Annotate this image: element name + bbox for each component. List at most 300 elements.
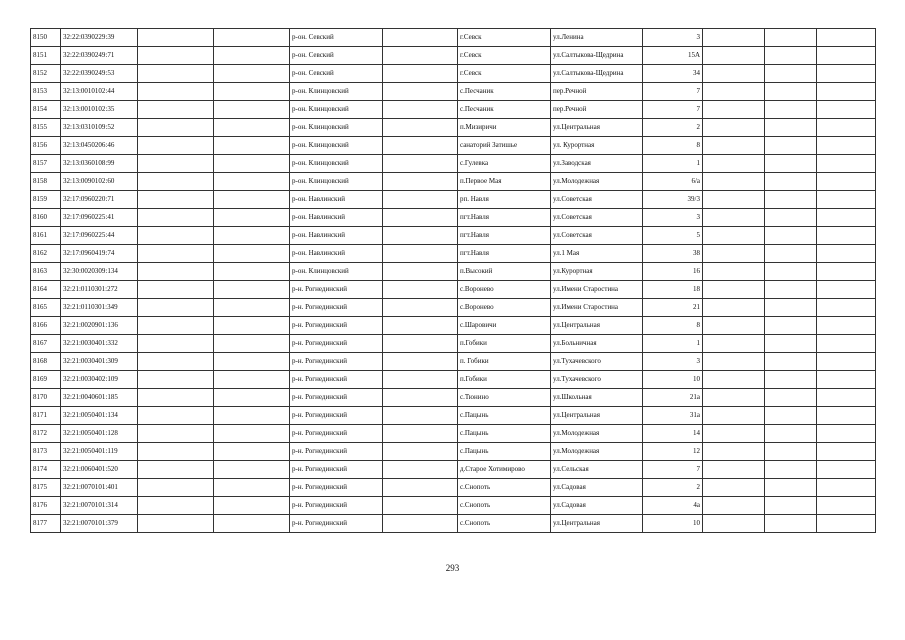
cell-empty [214, 101, 290, 119]
cell-locality: п.Гобики [458, 335, 551, 353]
cell-house: 21 [643, 299, 703, 317]
cell-empty [765, 101, 817, 119]
cell-empty [817, 209, 876, 227]
cell-locality: п.Первое Мая [458, 173, 551, 191]
cell-district: р-н. Рогнединский [290, 461, 383, 479]
cell-n: 8161 [31, 227, 61, 245]
table-row [31, 245, 876, 263]
cell-empty [765, 83, 817, 101]
table-row [31, 29, 876, 47]
cell-empty [765, 371, 817, 389]
cell-cad: 32:21:0040601:185 [61, 389, 138, 407]
cell-street: ул.Имени Старостина [551, 299, 643, 317]
cell-empty [138, 29, 214, 47]
cell-n: 8158 [31, 173, 61, 191]
table-row [31, 281, 876, 299]
table-row [31, 137, 876, 155]
cell-district: р-н. Рогнединский [290, 281, 383, 299]
cell-empty [138, 155, 214, 173]
cell-street: ул. Курортная [551, 137, 643, 155]
cell-empty [765, 425, 817, 443]
cell-empty [765, 137, 817, 155]
cell-empty [765, 227, 817, 245]
table-row [31, 227, 876, 245]
cell-empty [817, 371, 876, 389]
cell-locality: с.Тюнино [458, 389, 551, 407]
cell-district: р-н. Рогнединский [290, 443, 383, 461]
cell-empty [817, 137, 876, 155]
cell-locality: г.Севск [458, 65, 551, 83]
cell-street: ул.1 Мая [551, 245, 643, 263]
cell-empty [703, 425, 765, 443]
cell-n: 8175 [31, 479, 61, 497]
cell-street: ул.Имени Старостина [551, 281, 643, 299]
cell-empty [214, 479, 290, 497]
cell-empty [703, 317, 765, 335]
cell-empty [765, 263, 817, 281]
cell-empty [383, 191, 458, 209]
cell-cad: 32:13:0450206:46 [61, 137, 138, 155]
cell-empty [817, 173, 876, 191]
cell-empty [214, 371, 290, 389]
cell-empty [214, 191, 290, 209]
table-row [31, 371, 876, 389]
cell-empty [703, 353, 765, 371]
cell-house: 7 [643, 83, 703, 101]
cell-cad: 32:21:0070101:379 [61, 515, 138, 533]
cell-empty [214, 47, 290, 65]
cell-house: 7 [643, 461, 703, 479]
cell-empty [703, 83, 765, 101]
cell-empty [817, 191, 876, 209]
cell-empty [703, 155, 765, 173]
cell-empty [765, 209, 817, 227]
cell-street: ул.Советская [551, 209, 643, 227]
cell-n: 8154 [31, 101, 61, 119]
table-row [31, 173, 876, 191]
cell-cad: 32:21:0110301:349 [61, 299, 138, 317]
cell-empty [765, 29, 817, 47]
cell-cad: 32:13:0360108:99 [61, 155, 138, 173]
cell-empty [765, 407, 817, 425]
cell-empty [383, 119, 458, 137]
table-row [31, 443, 876, 461]
cell-n: 8153 [31, 83, 61, 101]
cell-street: ул.Салтыкова-Щедрина [551, 65, 643, 83]
cell-empty [138, 245, 214, 263]
cell-empty [214, 209, 290, 227]
cell-empty [214, 497, 290, 515]
cell-empty [765, 65, 817, 83]
cell-empty [383, 101, 458, 119]
cell-empty [138, 137, 214, 155]
table-row [31, 353, 876, 371]
cell-empty [817, 281, 876, 299]
cell-empty [383, 65, 458, 83]
cell-empty [703, 173, 765, 191]
table-row [31, 407, 876, 425]
cell-locality: п. Гобики [458, 353, 551, 371]
cell-empty [703, 461, 765, 479]
cell-locality: пгт.Навля [458, 245, 551, 263]
cell-district: р-он. Клинцовский [290, 173, 383, 191]
cell-empty [817, 461, 876, 479]
cell-n: 8171 [31, 407, 61, 425]
cell-n: 8177 [31, 515, 61, 533]
cell-empty [138, 65, 214, 83]
cell-district: р-он. Севский [290, 47, 383, 65]
cell-district: р-он. Клинцовский [290, 101, 383, 119]
cell-cad: 32:21:0070101:314 [61, 497, 138, 515]
cell-empty [138, 299, 214, 317]
cell-house: 8 [643, 317, 703, 335]
cell-empty [383, 299, 458, 317]
cell-locality: г.Севск [458, 47, 551, 65]
cell-district: р-н. Рогнединский [290, 497, 383, 515]
cell-empty [765, 515, 817, 533]
cell-empty [214, 83, 290, 101]
cell-district: р-н. Рогнединский [290, 425, 383, 443]
registry-table [30, 28, 876, 533]
cell-empty [138, 227, 214, 245]
cell-empty [383, 317, 458, 335]
table-row [31, 209, 876, 227]
cell-n: 8151 [31, 47, 61, 65]
cell-empty [138, 479, 214, 497]
cell-empty [214, 407, 290, 425]
cell-empty [383, 47, 458, 65]
cell-empty [138, 461, 214, 479]
cell-district: р-н. Рогнединский [290, 353, 383, 371]
cell-empty [383, 173, 458, 191]
cell-locality: п.Высокий [458, 263, 551, 281]
cell-empty [138, 173, 214, 191]
cell-n: 8166 [31, 317, 61, 335]
cell-street: ул.Центральная [551, 119, 643, 137]
cell-empty [765, 245, 817, 263]
cell-house: 1 [643, 335, 703, 353]
cell-empty [214, 281, 290, 299]
cell-cad: 32:21:0050401:128 [61, 425, 138, 443]
cell-empty [138, 407, 214, 425]
cell-empty [383, 425, 458, 443]
cell-street: ул.Молодежная [551, 443, 643, 461]
cell-empty [214, 299, 290, 317]
table-row [31, 101, 876, 119]
cell-cad: 32:13:0010102:44 [61, 83, 138, 101]
cell-empty [383, 407, 458, 425]
cell-empty [703, 209, 765, 227]
cell-empty [703, 227, 765, 245]
cell-empty [817, 425, 876, 443]
cell-house: 6/а [643, 173, 703, 191]
cell-empty [214, 137, 290, 155]
cell-cad: 32:21:0070101:401 [61, 479, 138, 497]
cell-street: ул.Тухачевского [551, 371, 643, 389]
cell-house: 2 [643, 119, 703, 137]
cell-empty [138, 497, 214, 515]
cell-empty [765, 443, 817, 461]
cell-street: ул.Центральная [551, 407, 643, 425]
cell-empty [214, 173, 290, 191]
cell-locality: с.Пацынь [458, 425, 551, 443]
cell-district: р-он. Клинцовский [290, 119, 383, 137]
cell-house: 7 [643, 101, 703, 119]
cell-house: 10 [643, 371, 703, 389]
cell-empty [817, 101, 876, 119]
cell-empty [817, 353, 876, 371]
cell-empty [765, 479, 817, 497]
cell-district: р-н. Рогнединский [290, 515, 383, 533]
cell-locality: г.Севск [458, 29, 551, 47]
cell-street: ул.Курортная [551, 263, 643, 281]
cell-locality: с.Пацынь [458, 407, 551, 425]
cell-empty [383, 137, 458, 155]
cell-empty [138, 335, 214, 353]
cell-empty [138, 281, 214, 299]
registry-sheet [30, 28, 876, 533]
cell-empty [383, 371, 458, 389]
cell-cad: 32:13:0090102:60 [61, 173, 138, 191]
cell-cad: 32:21:0050401:119 [61, 443, 138, 461]
cell-empty [214, 29, 290, 47]
table-row [31, 191, 876, 209]
cell-locality: с.Гулевка [458, 155, 551, 173]
cell-empty [817, 479, 876, 497]
cell-empty [138, 389, 214, 407]
cell-empty [765, 281, 817, 299]
cell-empty [817, 227, 876, 245]
page-number: 293 [445, 563, 460, 573]
cell-district: р-он. Клинцовский [290, 137, 383, 155]
cell-house: 3 [643, 29, 703, 47]
cell-empty [817, 119, 876, 137]
cell-n: 8160 [31, 209, 61, 227]
cell-cad: 32:17:0960419:74 [61, 245, 138, 263]
cell-empty [383, 479, 458, 497]
cell-house: 3 [643, 209, 703, 227]
cell-locality: с.Пацынь [458, 443, 551, 461]
cell-locality: санаторий Затишье [458, 137, 551, 155]
cell-house: 10 [643, 515, 703, 533]
cell-empty [214, 389, 290, 407]
cell-empty [383, 335, 458, 353]
cell-empty [214, 515, 290, 533]
cell-locality: п.Гобики [458, 371, 551, 389]
cell-cad: 32:30:0020309:134 [61, 263, 138, 281]
cell-empty [817, 407, 876, 425]
table-row [31, 389, 876, 407]
cell-cad: 32:17:0960225:41 [61, 209, 138, 227]
cell-district: р-н. Рогнединский [290, 335, 383, 353]
cell-cad: 32:21:0030401:309 [61, 353, 138, 371]
cell-district: р-он. Клинцовский [290, 155, 383, 173]
cell-locality: рп. Навля [458, 191, 551, 209]
cell-cad: 32:21:0030402:109 [61, 371, 138, 389]
cell-empty [703, 119, 765, 137]
table-row [31, 119, 876, 137]
cell-locality: пгт.Навля [458, 227, 551, 245]
cell-house: 3 [643, 353, 703, 371]
cell-empty [765, 317, 817, 335]
cell-cad: 32:22:0390249:53 [61, 65, 138, 83]
cell-empty [138, 101, 214, 119]
cell-street: ул.Центральная [551, 515, 643, 533]
cell-n: 8156 [31, 137, 61, 155]
cell-empty [383, 443, 458, 461]
cell-district: р-он. Навлинский [290, 245, 383, 263]
cell-empty [138, 515, 214, 533]
cell-empty [383, 515, 458, 533]
cell-empty [765, 191, 817, 209]
cell-empty [703, 407, 765, 425]
cell-house: 5 [643, 227, 703, 245]
cell-n: 8167 [31, 335, 61, 353]
cell-empty [765, 389, 817, 407]
cell-cad: 32:17:0960220:71 [61, 191, 138, 209]
table-row [31, 317, 876, 335]
cell-empty [765, 497, 817, 515]
cell-locality: п.Мизиричи [458, 119, 551, 137]
cell-empty [214, 227, 290, 245]
cell-street: ул.Садовая [551, 479, 643, 497]
cell-cad: 32:17:0960225:44 [61, 227, 138, 245]
cell-empty [765, 335, 817, 353]
cell-locality: с.Песчаник [458, 83, 551, 101]
cell-street: пер.Речной [551, 83, 643, 101]
cell-street: пер.Речной [551, 101, 643, 119]
cell-house: 15А [643, 47, 703, 65]
cell-n: 8165 [31, 299, 61, 317]
cell-empty [703, 389, 765, 407]
cell-district: р-н. Рогнединский [290, 479, 383, 497]
table-row [31, 461, 876, 479]
cell-n: 8172 [31, 425, 61, 443]
cell-n: 8163 [31, 263, 61, 281]
cell-n: 8169 [31, 371, 61, 389]
cell-n: 8159 [31, 191, 61, 209]
cell-district: р-он. Клинцовский [290, 83, 383, 101]
cell-house: 38 [643, 245, 703, 263]
cell-empty [383, 227, 458, 245]
cell-empty [383, 29, 458, 47]
cell-empty [138, 47, 214, 65]
cell-empty [214, 65, 290, 83]
cell-empty [703, 263, 765, 281]
cell-empty [817, 317, 876, 335]
cell-district: р-он. Навлинский [290, 227, 383, 245]
cell-empty [703, 191, 765, 209]
cell-locality: с.Воронево [458, 299, 551, 317]
cell-district: р-он. Севский [290, 65, 383, 83]
table-body [31, 29, 876, 533]
table-row [31, 335, 876, 353]
cell-district: р-н. Рогнединский [290, 299, 383, 317]
table-row [31, 515, 876, 533]
cell-empty [214, 461, 290, 479]
cell-locality: с.Снопоть [458, 479, 551, 497]
cell-empty [817, 389, 876, 407]
cell-empty [703, 47, 765, 65]
cell-house: 1 [643, 155, 703, 173]
cell-empty [138, 209, 214, 227]
cell-empty [765, 119, 817, 137]
cell-street: ул.Школьная [551, 389, 643, 407]
cell-empty [817, 335, 876, 353]
cell-house: 31а [643, 407, 703, 425]
cell-n: 8150 [31, 29, 61, 47]
cell-district: р-он. Навлинский [290, 209, 383, 227]
cell-empty [214, 335, 290, 353]
cell-empty [383, 353, 458, 371]
cell-empty [817, 83, 876, 101]
cell-empty [383, 83, 458, 101]
cell-cad: 32:13:0010102:35 [61, 101, 138, 119]
table-row [31, 425, 876, 443]
cell-empty [214, 245, 290, 263]
cell-street: ул.Молодежная [551, 425, 643, 443]
cell-empty [765, 155, 817, 173]
cell-empty [817, 299, 876, 317]
cell-empty [383, 263, 458, 281]
cell-house: 18 [643, 281, 703, 299]
cell-empty [703, 515, 765, 533]
cell-empty [214, 353, 290, 371]
cell-locality: д.Старое Хотимирово [458, 461, 551, 479]
cell-empty [765, 299, 817, 317]
cell-street: ул.Советская [551, 191, 643, 209]
cell-n: 8174 [31, 461, 61, 479]
cell-empty [383, 209, 458, 227]
cell-house: 8 [643, 137, 703, 155]
cell-empty [817, 263, 876, 281]
table-row [31, 263, 876, 281]
cell-empty [817, 515, 876, 533]
cell-empty [383, 245, 458, 263]
cell-cad: 32:21:0110301:272 [61, 281, 138, 299]
cell-empty [138, 263, 214, 281]
cell-empty [383, 497, 458, 515]
cell-street: ул.Советская [551, 227, 643, 245]
cell-n: 8164 [31, 281, 61, 299]
cell-house: 39/3 [643, 191, 703, 209]
table-row [31, 47, 876, 65]
cell-empty [817, 497, 876, 515]
cell-empty [214, 425, 290, 443]
cell-locality: с.Песчаник [458, 101, 551, 119]
cell-locality: с.Шаровичи [458, 317, 551, 335]
cell-empty [703, 137, 765, 155]
table-row [31, 155, 876, 173]
cell-street: ул.Больничная [551, 335, 643, 353]
cell-district: р-н. Рогнединский [290, 371, 383, 389]
cell-empty [383, 461, 458, 479]
cell-empty [383, 155, 458, 173]
cell-empty [138, 425, 214, 443]
cell-empty [817, 47, 876, 65]
table-row [31, 65, 876, 83]
cell-empty [214, 155, 290, 173]
cell-n: 8155 [31, 119, 61, 137]
cell-empty [765, 47, 817, 65]
cell-n: 8168 [31, 353, 61, 371]
cell-district: р-н. Рогнединский [290, 407, 383, 425]
cell-locality: пгт.Навля [458, 209, 551, 227]
cell-street: ул.Заводская [551, 155, 643, 173]
cell-house: 16 [643, 263, 703, 281]
cell-empty [817, 155, 876, 173]
cell-house: 12 [643, 443, 703, 461]
